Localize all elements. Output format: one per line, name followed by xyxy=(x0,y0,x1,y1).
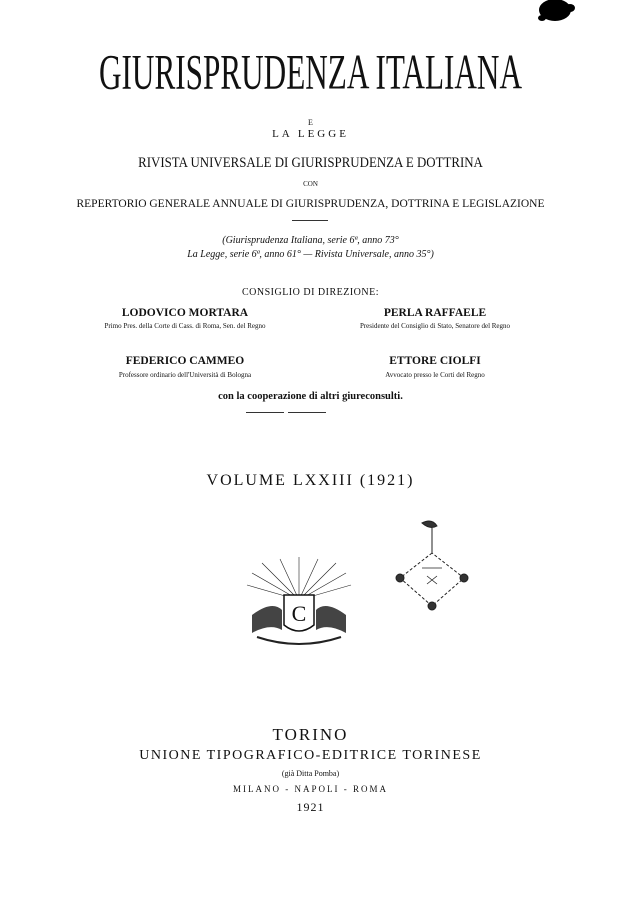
svg-text:C: C xyxy=(291,601,307,626)
divider xyxy=(246,412,284,413)
series-info-line-1: (Giurisprudenza Italiana, serie 6ª, anno 73° xyxy=(222,235,399,246)
repertorio-line: REPERTORIO GENERALE ANNUALE DI GIURISPRUDENZA, DOTTRINA E LEGISLAZIONE xyxy=(76,198,545,210)
title-conjunction: E xyxy=(308,118,313,127)
volume-number: VOLUME LXXIII (1921) xyxy=(206,472,415,489)
board-heading: CONSIGLIO DI DIREZIONE: xyxy=(241,287,380,298)
board-member-name: PERLA RAFFAELE xyxy=(383,307,487,319)
series-info-line-2: La Legge, serie 6ª, anno 61° — Rivista Universale, anno 35°) xyxy=(187,249,434,260)
board-member-name: ETTORE CIOLFI xyxy=(389,355,481,367)
imprint-year: 1921 xyxy=(296,800,325,814)
publisher-formerly: (già Ditta Pomba) xyxy=(281,769,340,778)
cooperation-line: con la cooperazione di altri giureconsulti. xyxy=(218,391,403,402)
divider xyxy=(288,412,326,413)
board-member-role: Presidente del Consiglio di Stato, Senatore del Regno xyxy=(359,322,511,330)
imprint-city: TORINO xyxy=(272,725,349,744)
divider xyxy=(292,220,328,221)
imprint-cities: MILANO - NAPOLI - ROMA xyxy=(233,784,388,794)
board-member-role: Avvocato presso le Corti del Regno xyxy=(385,371,485,379)
ink-blot xyxy=(530,0,580,30)
publisher-emblem xyxy=(242,555,356,655)
publisher-name: UNIONE TIPOGRAFICO-EDITRICE TORINESE xyxy=(139,748,482,763)
journal-title: GIURISPRUDENZA ITALIANA xyxy=(98,43,523,100)
library-stamp xyxy=(392,518,472,618)
journal-subtitle: LA LEGGE xyxy=(272,128,349,140)
board-member-role: Primo Pres. della Corte di Cass. di Roma, Sen. del Regno xyxy=(104,322,266,330)
board-member-name: LODOVICO MORTARA xyxy=(121,307,249,319)
rivista-line: RIVISTA UNIVERSALE DI GIURISPRUDENZA E DOTTRINA xyxy=(138,155,483,171)
board-member-name: FEDERICO CAMMEO xyxy=(125,355,245,367)
con-line: CON xyxy=(303,180,318,188)
board-member-role: Professore ordinario dell'Università di Bologna xyxy=(118,371,252,379)
